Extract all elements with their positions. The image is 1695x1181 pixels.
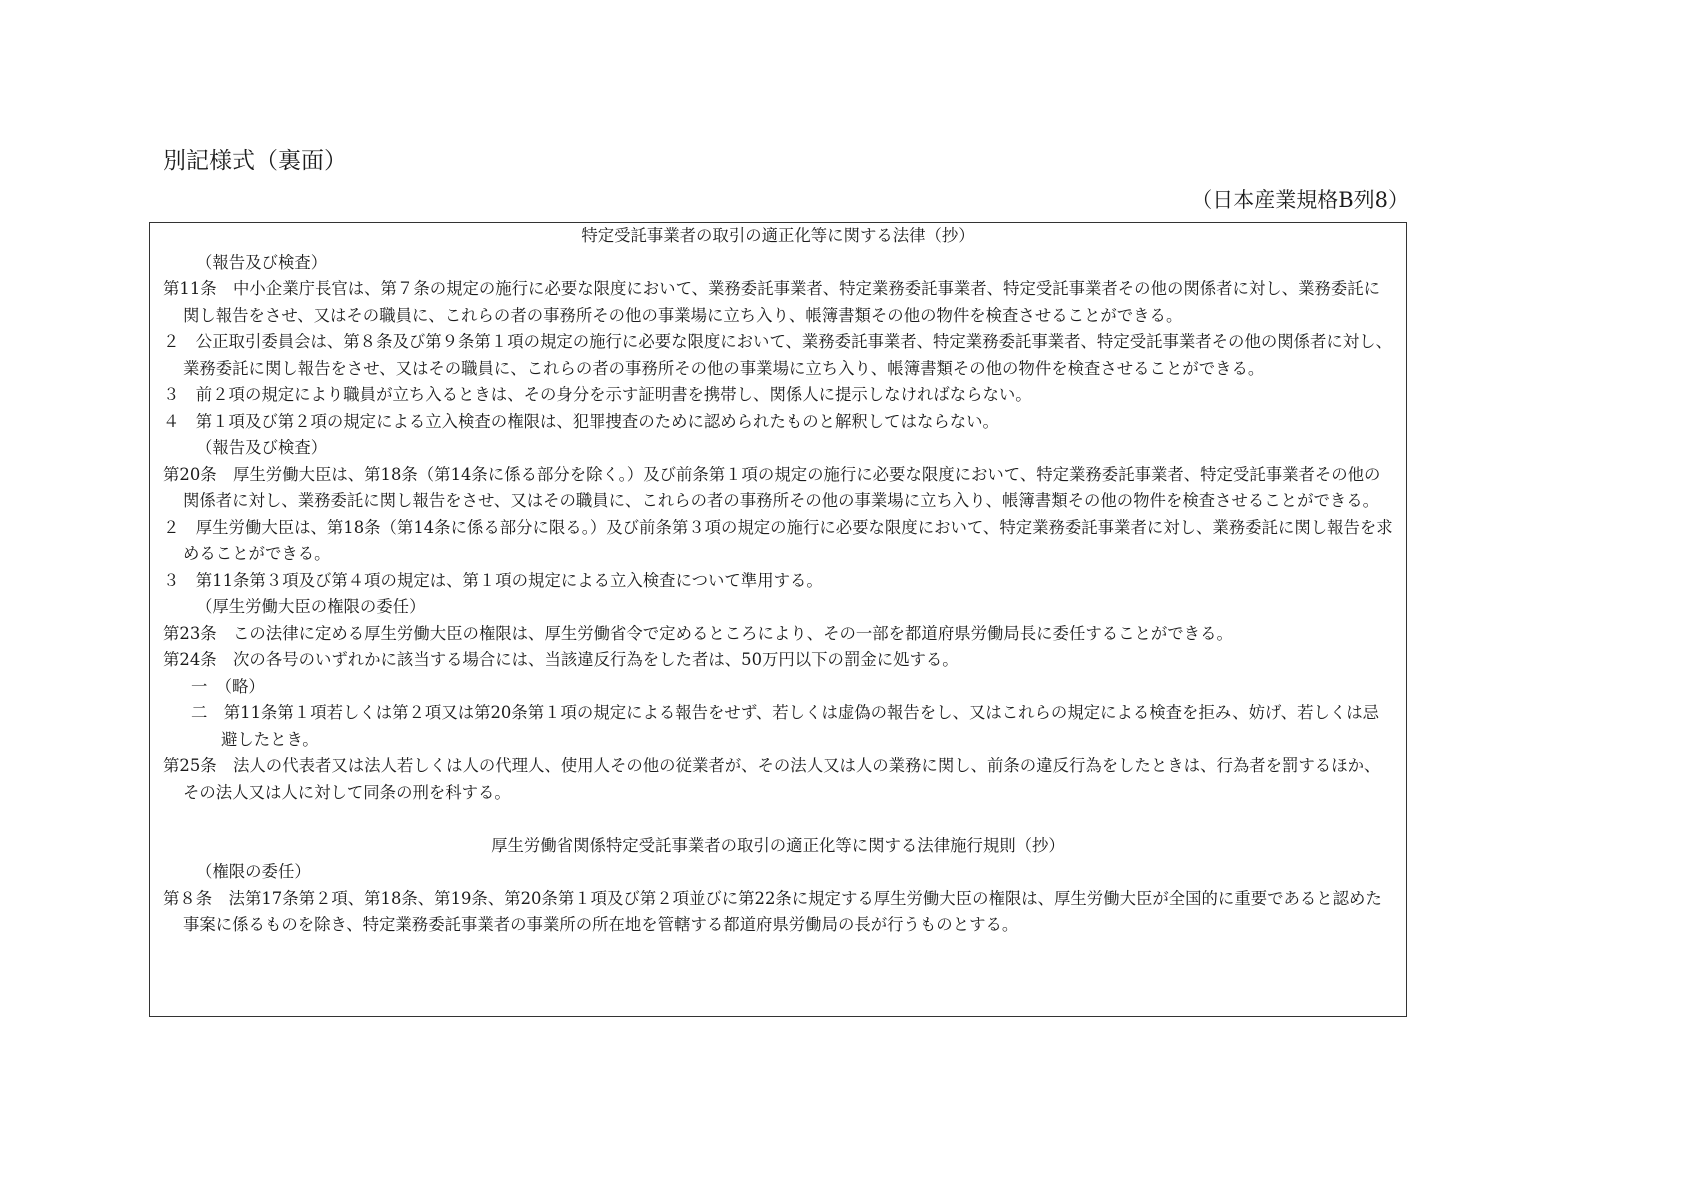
rules-title: 厚生労働省関係特定受託事業者の取引の適正化等に関する法律施行規則（抄） <box>491 835 1065 855</box>
section-heading-report-inspection: （報告及び検査） <box>196 252 328 272</box>
article-24-item-2: 二 第11条第１項若しくは第２項又は第20条第１項の規定による報告をせず、若しくは虚偽の報告をし、又はこれらの規定による検査を拒み、妨げ、若しくは忌避したとき。 <box>191 703 1380 749</box>
rules-article-8: 第８条 法第17条第２項、第18条、第19条、第20条第１項及び第２項並びに第22条に規定する厚生労働大臣の権限は、厚生労働大臣が全国的に重要であると認めた事案に係るものを除き、特定業務委託事業者の事業所の所在地を管轄する都道府県労働局の長が行うものとする。 <box>163 888 1382 934</box>
article-24-item-1: 一 （略） <box>191 676 265 696</box>
form-title: 別記様式（裏面） <box>163 148 347 174</box>
article-24: 第24条 次の各号のいずれかに該当する場合には、当該違反行為をした者は、50万円以下の罰金に処する。 <box>163 650 959 669</box>
article-11-paragraph-4: ４ 第１項及び第２項の規定による立入検査の権限は、犯罪捜査のために認められたものと解釈してはならない。 <box>163 411 999 431</box>
article-20-paragraph-2: ２ 厚生労働大臣は、第18条（第14条に係る部分に限る。）及び前条第３項の規定の施行に必要な限度において、特定業務委託事業者に対し、業務委託に関し報告を求めることができる。 <box>163 517 1393 563</box>
law-excerpt-box <box>149 222 1407 1017</box>
article-11-paragraph-3: ３ 前２項の規定により職員が立ち入るときは、その身分を示す証明書を携帯し、関係人に提示しなければならない。 <box>163 385 1032 404</box>
article-23: 第23条 この法律に定める厚生労働大臣の権限は、厚生労働省令で定めるところにより、その一部を都道府県労働局長に委任することができる。 <box>163 623 1233 643</box>
article-25: 第25条 法人の代表者又は法人若しくは人の代理人、使用人その他の従業者が、その法人又は人の業務に関し、前条の違反行為をしたときは、行為者を罰するほか、その法人又は人に対して同条の刑を科する。 <box>163 756 1381 802</box>
article-11-paragraph-1: 第11条 中小企業庁長官は、第７条の規定の施行に必要な限度において、業務委託事業者、特定業務委託事業者、特定受託事業者その他の関係者に対し、業務委託に関し報告をさせ、又はその職員に、これらの者の事務所その他の事業場に立ち入り、帳簿書類その他の物件を検査させることができる。 <box>163 279 1381 325</box>
section-heading-report-inspection-2: （報告及び検査） <box>196 438 328 457</box>
section-heading-delegation: （厚生労働大臣の権限の委任） <box>196 597 426 616</box>
section-spacer <box>163 806 1393 833</box>
paper-size-label: （日本産業規格B列8） <box>1191 188 1409 212</box>
article-11-paragraph-2: ２ 公正取引委員会は、第８条及び第９条第１項の規定の施行に必要な限度において、業務委託事業者、特定業務委託事業者、特定受託事業者その他の関係者に対し、業務委託に関し報告をさせ、又はその職員に、これらの者の事務所その他の事業場に立ち入り、帳簿書類その他の物件を検査させることができる。 <box>163 332 1392 378</box>
article-20-paragraph-1: 第20条 厚生労働大臣は、第18条（第14条に係る部分を除く。）及び前条第１項の規定の施行に必要な限度において、特定業務委託事業者、特定受託事業者その他の関係者に対し、業務委託に関し報告をさせ、又はその職員に、これらの者の事務所その他の事業場に立ち入り、帳簿書類その他の物件を検査させることができる。 <box>163 464 1381 510</box>
article-20-paragraph-3: ３ 第11条第３項及び第４項の規定は、第１項の規定による立入検査について準用する。 <box>163 570 823 590</box>
law-title: 特定受託事業者の取引の適正化等に関する法律（抄） <box>581 226 975 245</box>
rules-section-heading-delegation: （権限の委任） <box>196 862 311 881</box>
